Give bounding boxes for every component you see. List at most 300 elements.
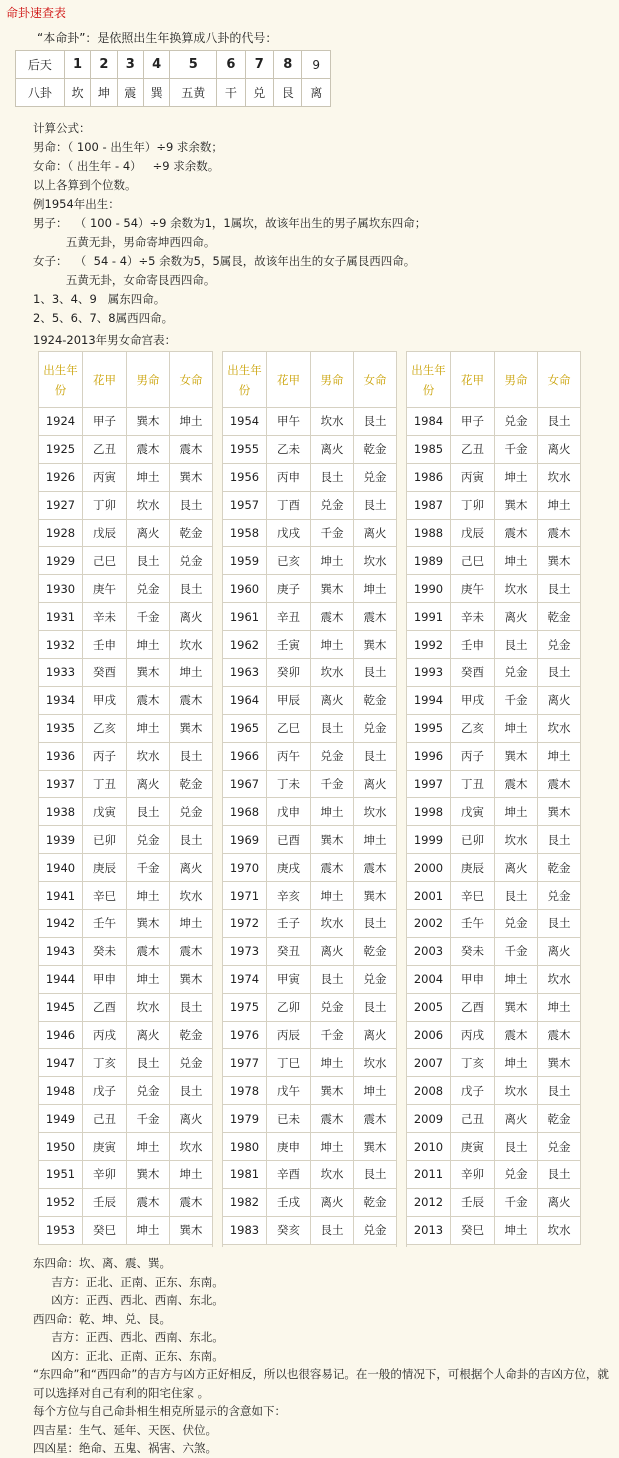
female-gua-cell: 巽木 bbox=[538, 1049, 581, 1077]
male-gua-cell: 坎水 bbox=[311, 659, 354, 687]
year-cell: 1973 bbox=[223, 937, 267, 965]
formula-line: 五黄无卦，男命寄坤西四命。 bbox=[33, 235, 216, 249]
male-gua-cell: 艮土 bbox=[127, 798, 170, 826]
ganzhi-cell: 丙寅 bbox=[83, 463, 127, 491]
bagua-code-table bbox=[15, 50, 331, 107]
ganzhi-cell: 癸酉 bbox=[451, 659, 495, 687]
ganzhi-cell: 己巳 bbox=[451, 547, 495, 575]
formula-line: 女命：（ 出生年 - 4） ÷9 求余数。 bbox=[33, 159, 220, 173]
year-cell: 2006 bbox=[407, 1021, 451, 1049]
female-gua-cell: 离火 bbox=[354, 770, 397, 798]
male-gua-cell: 坤土 bbox=[495, 1216, 538, 1244]
female-gua-cell: 乾金 bbox=[170, 1021, 213, 1049]
male-gua-cell: 坎水 bbox=[127, 491, 170, 519]
number-cell: 3 bbox=[117, 51, 143, 79]
row-label: 八卦 bbox=[16, 79, 65, 107]
ganzhi-cell: 壬申 bbox=[451, 631, 495, 659]
year-cell: 2012 bbox=[407, 1188, 451, 1216]
table-row bbox=[407, 770, 581, 798]
ganzhi-cell: 丁未 bbox=[267, 770, 311, 798]
ganzhi-cell: 乙酉 bbox=[83, 993, 127, 1021]
male-gua-cell: 坎水 bbox=[311, 1161, 354, 1189]
year-cell: 1930 bbox=[39, 575, 83, 603]
header-row bbox=[223, 352, 397, 408]
ganzhi-cell: 己丑 bbox=[83, 1105, 127, 1133]
year-cell: 1925 bbox=[39, 435, 83, 463]
male-gua-cell: 离火 bbox=[127, 770, 170, 798]
ganzhi-cell: 戊寅 bbox=[451, 798, 495, 826]
year-cell: 1932 bbox=[39, 631, 83, 659]
year-cell: 1989 bbox=[407, 547, 451, 575]
male-gua-cell: 艮土 bbox=[495, 882, 538, 910]
column-header: 花甲 bbox=[267, 352, 311, 408]
male-gua-cell: 离火 bbox=[495, 603, 538, 631]
ganzhi-cell: 癸巳 bbox=[83, 1216, 127, 1244]
female-gua-cell: 震木 bbox=[538, 770, 581, 798]
year-cell: 1992 bbox=[407, 631, 451, 659]
table-row bbox=[223, 1188, 397, 1216]
year-cell: 1972 bbox=[223, 910, 267, 938]
female-gua-cell: 离火 bbox=[170, 603, 213, 631]
table-row bbox=[39, 1188, 213, 1216]
male-gua-cell: 千金 bbox=[127, 854, 170, 882]
male-gua-cell: 巽木 bbox=[311, 1077, 354, 1105]
year-cell: 1987 bbox=[407, 491, 451, 519]
female-gua-cell: 离火 bbox=[354, 1021, 397, 1049]
table-row bbox=[223, 770, 397, 798]
footer-line: 凶方：正西、西北、西南、东北。 bbox=[33, 1293, 224, 1307]
year-cell: 1944 bbox=[39, 965, 83, 993]
female-gua-cell: 坎水 bbox=[538, 1216, 581, 1244]
year-cell: 1984 bbox=[407, 408, 451, 436]
year-cell: 1982 bbox=[223, 1188, 267, 1216]
table-row bbox=[407, 1077, 581, 1105]
male-gua-cell: 坤土 bbox=[311, 1133, 354, 1161]
table-row bbox=[39, 742, 213, 770]
ganzhi-cell: 丙子 bbox=[83, 742, 127, 770]
table-row bbox=[223, 631, 397, 659]
female-gua-cell: 乾金 bbox=[354, 686, 397, 714]
male-gua-cell: 艮土 bbox=[311, 463, 354, 491]
formula-line: 女子： （ 54 - 4）÷5 余数为5，5属艮，故该年出生的女子属艮西四命。 bbox=[33, 254, 416, 268]
table-row bbox=[39, 910, 213, 938]
year-cell: 1949 bbox=[39, 1105, 83, 1133]
ganzhi-cell: 戊辰 bbox=[451, 519, 495, 547]
ganzhi-cell: 戊子 bbox=[451, 1077, 495, 1105]
table-row bbox=[39, 1161, 213, 1189]
female-gua-cell: 艮土 bbox=[354, 659, 397, 687]
female-gua-cell: 巽木 bbox=[170, 1216, 213, 1244]
table-row bbox=[223, 575, 397, 603]
year-cell: 1957 bbox=[223, 491, 267, 519]
column-header: 出生年份 bbox=[407, 352, 451, 408]
table-row bbox=[407, 575, 581, 603]
table-row bbox=[407, 547, 581, 575]
female-gua-cell: 震木 bbox=[170, 686, 213, 714]
table-row bbox=[39, 1216, 213, 1244]
year-cell: 2005 bbox=[407, 993, 451, 1021]
year-cell: 1963 bbox=[223, 659, 267, 687]
female-gua-cell: 兑金 bbox=[170, 798, 213, 826]
table-row bbox=[223, 1216, 397, 1244]
male-gua-cell: 艮土 bbox=[127, 547, 170, 575]
year-cell: 1938 bbox=[39, 798, 83, 826]
ganzhi-cell: 癸未 bbox=[83, 937, 127, 965]
table-row bbox=[223, 491, 397, 519]
column-header: 女命 bbox=[354, 352, 397, 408]
year-cell: 1947 bbox=[39, 1049, 83, 1077]
ganzhi-cell: 癸卯 bbox=[267, 659, 311, 687]
year-cell: 1960 bbox=[223, 575, 267, 603]
table-row bbox=[39, 826, 213, 854]
header-row bbox=[407, 352, 581, 408]
year-cell: 2008 bbox=[407, 1077, 451, 1105]
female-gua-cell: 坤土 bbox=[170, 408, 213, 436]
year-cell: 1941 bbox=[39, 882, 83, 910]
ganzhi-cell: 癸亥 bbox=[267, 1216, 311, 1244]
table-row bbox=[223, 1049, 397, 1077]
male-gua-cell: 巽木 bbox=[495, 993, 538, 1021]
male-gua-cell: 艮土 bbox=[495, 631, 538, 659]
female-gua-cell: 坤土 bbox=[354, 826, 397, 854]
ganzhi-cell: 乙丑 bbox=[83, 435, 127, 463]
female-gua-cell: 艮土 bbox=[538, 575, 581, 603]
female-gua-cell: 乾金 bbox=[538, 854, 581, 882]
male-gua-cell: 坤土 bbox=[311, 882, 354, 910]
female-gua-cell: 乾金 bbox=[538, 1105, 581, 1133]
year-cell: 1993 bbox=[407, 659, 451, 687]
year-cell: 1959 bbox=[223, 547, 267, 575]
female-gua-cell: 震木 bbox=[354, 854, 397, 882]
male-gua-cell: 千金 bbox=[311, 519, 354, 547]
female-gua-cell: 坎水 bbox=[538, 463, 581, 491]
female-gua-cell: 离火 bbox=[538, 686, 581, 714]
male-gua-cell: 巽木 bbox=[127, 659, 170, 687]
table-row bbox=[223, 910, 397, 938]
ganzhi-cell: 乙丑 bbox=[451, 435, 495, 463]
table-row bbox=[223, 742, 397, 770]
female-gua-cell: 巽木 bbox=[170, 965, 213, 993]
female-gua-cell: 离火 bbox=[170, 854, 213, 882]
year-cell: 2004 bbox=[407, 965, 451, 993]
female-gua-cell: 乾金 bbox=[170, 770, 213, 798]
ganzhi-cell: 戊戌 bbox=[267, 519, 311, 547]
male-gua-cell: 坤土 bbox=[127, 1216, 170, 1244]
table-row bbox=[223, 1105, 397, 1133]
male-gua-cell: 巽木 bbox=[495, 742, 538, 770]
ganzhi-cell: 乙卯 bbox=[267, 993, 311, 1021]
year-cell: 1954 bbox=[223, 408, 267, 436]
male-gua-cell: 艮土 bbox=[311, 714, 354, 742]
ganzhi-cell: 庚戌 bbox=[267, 854, 311, 882]
year-cell: 1997 bbox=[407, 770, 451, 798]
male-gua-cell: 坤土 bbox=[495, 547, 538, 575]
year-cell: 2003 bbox=[407, 937, 451, 965]
year-cell: 1955 bbox=[223, 435, 267, 463]
table-row bbox=[223, 1077, 397, 1105]
year-cell: 2013 bbox=[407, 1216, 451, 1244]
year-cell: 1995 bbox=[407, 714, 451, 742]
female-gua-cell: 兑金 bbox=[354, 463, 397, 491]
table-row bbox=[223, 686, 397, 714]
female-gua-cell: 艮土 bbox=[354, 408, 397, 436]
column-header: 男命 bbox=[311, 352, 354, 408]
column-header: 女命 bbox=[170, 352, 213, 408]
table-row bbox=[407, 491, 581, 519]
female-gua-cell: 坎水 bbox=[354, 798, 397, 826]
female-gua-cell: 艮土 bbox=[538, 1161, 581, 1189]
ganzhi-cell: 庚寅 bbox=[83, 1133, 127, 1161]
ganzhi-cell: 辛丑 bbox=[267, 603, 311, 631]
male-gua-cell: 坎水 bbox=[311, 910, 354, 938]
male-gua-cell: 坤土 bbox=[127, 463, 170, 491]
formula-line: 男命：（ 100 - 出生年）÷9 求余数； bbox=[33, 140, 223, 154]
footer-section bbox=[33, 1254, 613, 1458]
male-gua-cell: 千金 bbox=[495, 1188, 538, 1216]
ganzhi-cell: 癸未 bbox=[451, 937, 495, 965]
ganzhi-cell: 甲申 bbox=[451, 965, 495, 993]
ganzhi-cell: 壬辰 bbox=[451, 1188, 495, 1216]
column-header: 女命 bbox=[538, 352, 581, 408]
ganzhi-cell: 庚申 bbox=[267, 1133, 311, 1161]
male-gua-cell: 巽木 bbox=[127, 1161, 170, 1189]
year-cell: 1996 bbox=[407, 742, 451, 770]
table-row bbox=[407, 1161, 581, 1189]
trigram-cell: 巽 bbox=[143, 79, 169, 107]
ganzhi-cell: 壬戌 bbox=[267, 1188, 311, 1216]
female-gua-cell: 坎水 bbox=[354, 1049, 397, 1077]
intro-text: “本命卦”：是依照出生年换算成八卦的代号： bbox=[37, 31, 278, 45]
female-gua-cell: 坎水 bbox=[170, 882, 213, 910]
header-row bbox=[39, 352, 213, 408]
number-cell: 7 bbox=[245, 51, 273, 79]
male-gua-cell: 震木 bbox=[495, 1021, 538, 1049]
trigram-cell: 艮 bbox=[274, 79, 302, 107]
male-gua-cell: 离火 bbox=[311, 435, 354, 463]
year-cell: 2001 bbox=[407, 882, 451, 910]
trigram-cell: 五黄 bbox=[170, 79, 217, 107]
year-cell: 1946 bbox=[39, 1021, 83, 1049]
ganzhi-cell: 丙寅 bbox=[451, 463, 495, 491]
year-cell: 1969 bbox=[223, 826, 267, 854]
female-gua-cell: 兑金 bbox=[354, 714, 397, 742]
female-gua-cell: 艮土 bbox=[538, 826, 581, 854]
male-gua-cell: 离火 bbox=[495, 854, 538, 882]
ganzhi-cell: 己丑 bbox=[451, 1105, 495, 1133]
table-row bbox=[39, 435, 213, 463]
year-cell: 2011 bbox=[407, 1161, 451, 1189]
year-cell: 1968 bbox=[223, 798, 267, 826]
female-gua-cell: 震木 bbox=[170, 1188, 213, 1216]
table-row bbox=[407, 603, 581, 631]
ganzhi-cell: 已亥 bbox=[267, 547, 311, 575]
male-gua-cell: 巽木 bbox=[311, 575, 354, 603]
male-gua-cell: 艮土 bbox=[495, 1133, 538, 1161]
female-gua-cell: 离火 bbox=[538, 1188, 581, 1216]
table-row bbox=[407, 714, 581, 742]
male-gua-cell: 坎水 bbox=[127, 993, 170, 1021]
male-gua-cell: 兑金 bbox=[311, 742, 354, 770]
table-row bbox=[39, 575, 213, 603]
table-row bbox=[223, 603, 397, 631]
male-gua-cell: 坤土 bbox=[127, 1133, 170, 1161]
male-gua-cell: 千金 bbox=[495, 937, 538, 965]
ganzhi-cell: 甲寅 bbox=[267, 965, 311, 993]
ganzhi-cell: 丁丑 bbox=[83, 770, 127, 798]
male-gua-cell: 震木 bbox=[311, 603, 354, 631]
ganzhi-cell: 壬寅 bbox=[267, 631, 311, 659]
ganzhi-cell: 壬子 bbox=[267, 910, 311, 938]
table-row bbox=[407, 882, 581, 910]
female-gua-cell: 艮土 bbox=[538, 659, 581, 687]
male-gua-cell: 离火 bbox=[127, 519, 170, 547]
mingong-table-1984 bbox=[406, 351, 581, 1245]
female-gua-cell: 坤土 bbox=[170, 910, 213, 938]
male-gua-cell: 兑金 bbox=[311, 491, 354, 519]
male-gua-cell: 兑金 bbox=[495, 1161, 538, 1189]
year-cell: 2010 bbox=[407, 1133, 451, 1161]
table-row bbox=[223, 1161, 397, 1189]
male-gua-cell: 震木 bbox=[127, 686, 170, 714]
male-gua-cell: 兑金 bbox=[495, 659, 538, 687]
year-cell: 1945 bbox=[39, 993, 83, 1021]
male-gua-cell: 千金 bbox=[127, 1105, 170, 1133]
table-row bbox=[223, 798, 397, 826]
male-gua-cell: 坤土 bbox=[311, 547, 354, 575]
male-gua-cell: 坤土 bbox=[127, 631, 170, 659]
ganzhi-cell: 辛卯 bbox=[451, 1161, 495, 1189]
table-row bbox=[407, 826, 581, 854]
ganzhi-cell: 丙子 bbox=[451, 742, 495, 770]
male-gua-cell: 巽木 bbox=[127, 408, 170, 436]
table-row bbox=[39, 937, 213, 965]
male-gua-cell: 坤土 bbox=[127, 965, 170, 993]
male-gua-cell: 坤土 bbox=[495, 463, 538, 491]
mingong-table-1924 bbox=[38, 351, 213, 1245]
year-cell: 1983 bbox=[223, 1216, 267, 1244]
bagua-row-number bbox=[16, 51, 331, 79]
male-gua-cell: 震木 bbox=[495, 770, 538, 798]
female-gua-cell: 艮土 bbox=[170, 1077, 213, 1105]
year-cell: 2007 bbox=[407, 1049, 451, 1077]
year-cell: 1940 bbox=[39, 854, 83, 882]
year-cell: 2009 bbox=[407, 1105, 451, 1133]
ganzhi-cell: 丙戌 bbox=[451, 1021, 495, 1049]
male-gua-cell: 坎水 bbox=[311, 408, 354, 436]
table-row bbox=[39, 686, 213, 714]
ganzhi-cell: 辛巳 bbox=[451, 882, 495, 910]
ganzhi-cell: 壬申 bbox=[83, 631, 127, 659]
table-row bbox=[39, 491, 213, 519]
female-gua-cell: 艮土 bbox=[170, 742, 213, 770]
table-row bbox=[407, 993, 581, 1021]
male-gua-cell: 离火 bbox=[311, 1188, 354, 1216]
trigram-cell: 离 bbox=[302, 79, 331, 107]
column-header: 出生年份 bbox=[39, 352, 83, 408]
number-cell: 8 bbox=[274, 51, 302, 79]
year-cell: 2002 bbox=[407, 910, 451, 938]
ganzhi-cell: 戊午 bbox=[267, 1077, 311, 1105]
female-gua-cell: 艮土 bbox=[354, 910, 397, 938]
male-gua-cell: 震木 bbox=[127, 937, 170, 965]
female-gua-cell: 坎水 bbox=[538, 714, 581, 742]
male-gua-cell: 坤土 bbox=[127, 882, 170, 910]
female-gua-cell: 艮土 bbox=[170, 993, 213, 1021]
number-cell: 5 bbox=[170, 51, 217, 79]
ganzhi-cell: 庚辰 bbox=[83, 854, 127, 882]
year-cell: 1939 bbox=[39, 826, 83, 854]
male-gua-cell: 震木 bbox=[495, 519, 538, 547]
formula-line: 2、5、6、7、8属西四命。 bbox=[33, 311, 174, 325]
year-cell: 1950 bbox=[39, 1133, 83, 1161]
male-gua-cell: 坤土 bbox=[311, 631, 354, 659]
ganzhi-cell: 辛酉 bbox=[267, 1161, 311, 1189]
female-gua-cell: 坤土 bbox=[170, 659, 213, 687]
year-cell: 1952 bbox=[39, 1188, 83, 1216]
footer-line: 凶方：正北、正南、正东、东南。 bbox=[33, 1348, 224, 1363]
male-gua-cell: 坤土 bbox=[311, 1049, 354, 1077]
footer-line: 东四命：坎、离、震、巽。 bbox=[33, 1256, 171, 1270]
table-row bbox=[39, 714, 213, 742]
ganzhi-cell: 戊子 bbox=[83, 1077, 127, 1105]
year-cell: 1961 bbox=[223, 603, 267, 631]
table-row bbox=[39, 659, 213, 687]
ganzhi-cell: 庚寅 bbox=[451, 1133, 495, 1161]
male-gua-cell: 坎水 bbox=[495, 1077, 538, 1105]
ganzhi-cell: 辛未 bbox=[451, 603, 495, 631]
footer-line: 吉方：正西、西北、西南、东北。 bbox=[33, 1330, 224, 1344]
year-cell: 1933 bbox=[39, 659, 83, 687]
male-gua-cell: 离火 bbox=[311, 937, 354, 965]
male-gua-cell: 兑金 bbox=[495, 408, 538, 436]
year-cell: 1990 bbox=[407, 575, 451, 603]
table-row bbox=[407, 1021, 581, 1049]
ganzhi-cell: 癸酉 bbox=[83, 659, 127, 687]
table-row bbox=[39, 1077, 213, 1105]
trigram-cell: 坤 bbox=[91, 79, 117, 107]
female-gua-cell: 震木 bbox=[354, 603, 397, 631]
female-gua-cell: 艮土 bbox=[538, 1077, 581, 1105]
year-cell: 1931 bbox=[39, 603, 83, 631]
year-cell: 1970 bbox=[223, 854, 267, 882]
year-cell: 1924 bbox=[39, 408, 83, 436]
column-header: 花甲 bbox=[451, 352, 495, 408]
female-gua-cell: 坤土 bbox=[538, 742, 581, 770]
male-gua-cell: 兑金 bbox=[127, 575, 170, 603]
table-row bbox=[39, 1049, 213, 1077]
table-row bbox=[39, 993, 213, 1021]
female-gua-cell: 巽木 bbox=[538, 798, 581, 826]
table-row bbox=[223, 659, 397, 687]
year-cell: 1988 bbox=[407, 519, 451, 547]
female-gua-cell: 乾金 bbox=[354, 435, 397, 463]
ganzhi-cell: 甲戌 bbox=[83, 686, 127, 714]
male-gua-cell: 兑金 bbox=[495, 910, 538, 938]
year-cell: 1967 bbox=[223, 770, 267, 798]
year-cell: 1936 bbox=[39, 742, 83, 770]
ganzhi-cell: 甲申 bbox=[83, 965, 127, 993]
female-gua-cell: 兑金 bbox=[170, 547, 213, 575]
year-cell: 1994 bbox=[407, 686, 451, 714]
trigram-cell: 干 bbox=[217, 79, 245, 107]
male-gua-cell: 艮土 bbox=[311, 1216, 354, 1244]
female-gua-cell: 震木 bbox=[354, 1105, 397, 1133]
table-row bbox=[39, 1105, 213, 1133]
ganzhi-cell: 庚子 bbox=[267, 575, 311, 603]
female-gua-cell: 艮土 bbox=[354, 1161, 397, 1189]
year-cell: 1956 bbox=[223, 463, 267, 491]
ganzhi-cell: 癸丑 bbox=[267, 937, 311, 965]
